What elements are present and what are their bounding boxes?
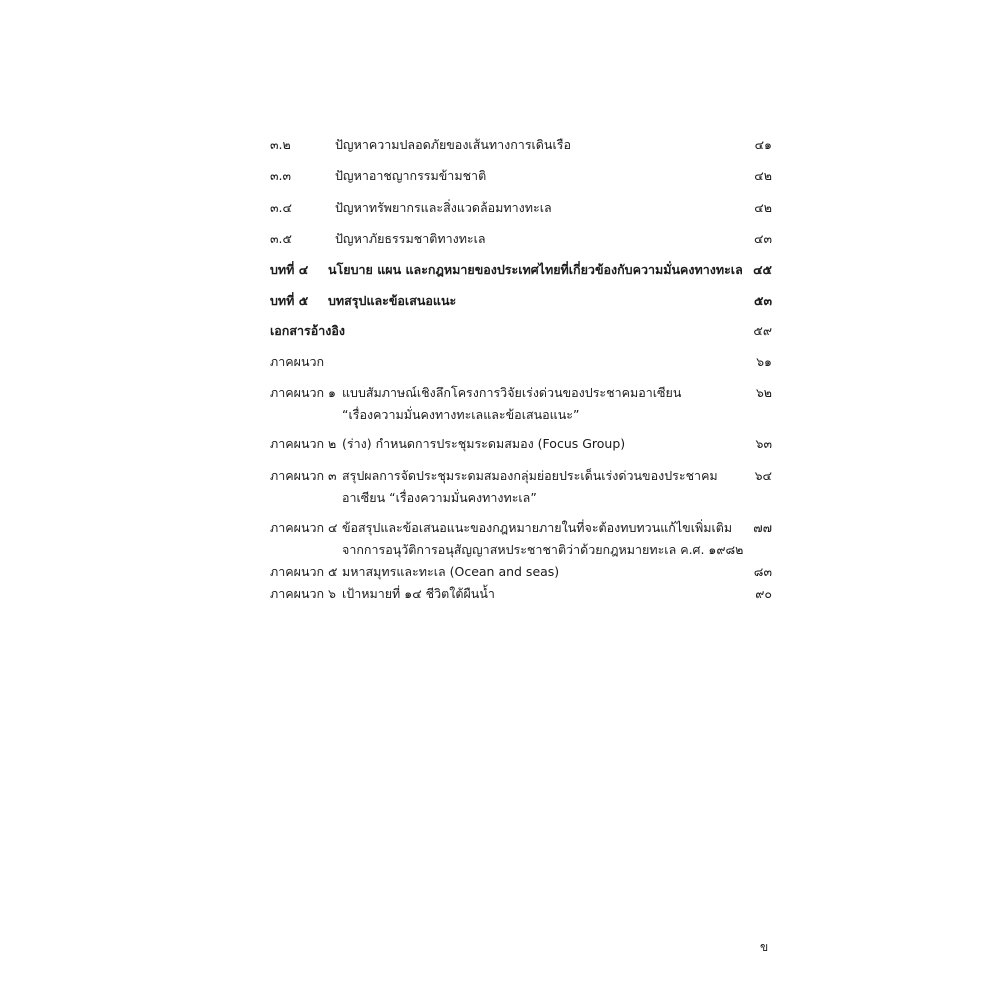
toc-entry-label: ๓.๓ — [270, 168, 292, 183]
toc-entry-page: ๔๓ — [753, 231, 772, 246]
toc-entry-title: เอกสารอ้างอิง — [270, 323, 345, 338]
toc-entry-page: ๖๔ — [754, 468, 772, 483]
toc-entry-label: ภาคผนวก ๒ — [270, 436, 337, 451]
toc-entry-label: ภาคผนวก ๖ — [270, 586, 336, 601]
toc-entry-page: ๔๒ — [754, 200, 772, 215]
toc-entry-title: ปัญหาทรัพยากรและสิ่งแวดล้อมทางทะเล — [335, 200, 552, 215]
toc-entry-page: ๔๒ — [754, 168, 772, 183]
toc-entry-label: ๓.๔ — [270, 200, 292, 215]
toc-entry-label: ๓.๒ — [270, 137, 291, 152]
toc-entry-label: ภาคผนวก ๔ — [270, 520, 338, 535]
toc-entry-page: ๕๓ — [753, 293, 772, 308]
toc-entry-page: ๘๓ — [753, 564, 772, 579]
toc-entry-title: แบบสัมภาษณ์เชิงลึกโครงการวิจัยเร่งด่วนของประชาคมอาเซียน — [342, 385, 682, 400]
toc-entry-page: ๔๕ — [753, 262, 772, 277]
toc-entry-label: ๓.๕ — [270, 231, 292, 246]
toc-entry-title: ปัญหาภัยธรรมชาติทางทะเล — [335, 231, 486, 246]
toc-entry-label: ภาคผนวก ๕ — [270, 564, 338, 579]
toc-entry-page: ๖๓ — [755, 436, 772, 451]
toc-chapter-title: นโยบาย แผน และกฎหมายของประเทศไทยที่เกี่ยวข้องกับความมั่นคงทางทะเล — [328, 262, 743, 277]
toc-entry-title: (ร่าง) กำหนดการประชุมระดมสมอง (Focus Group) — [342, 436, 626, 451]
toc-chapter-label: บทที่ ๕ — [270, 293, 309, 308]
toc-chapter-title: บทสรุปและข้อเสนอแนะ — [328, 293, 457, 308]
toc-entry-page: ๗๗ — [753, 520, 772, 535]
toc-entry-title: มหาสมุทรและทะเล (Ocean and seas) — [342, 564, 560, 579]
page-folio: ข — [760, 940, 769, 954]
toc-entry-page: ๖๒ — [755, 385, 772, 400]
toc-entry-title-continuation: อาเซียน “เรื่องความมั่นคงทางทะเล” — [342, 490, 537, 505]
toc-entry-title: ข้อสรุปและข้อเสนอแนะของกฎหมายภายในที่จะต้องทบทวนแก้ไขเพิ่มเติม — [342, 520, 733, 535]
toc-entry-label: ภาคผนวก ๓ — [270, 468, 337, 483]
toc-entry-title: ปัญหาอาชญากรรมข้ามชาติ — [335, 168, 487, 183]
toc-entry-title: สรุปผลการจัดประชุมระดมสมองกลุ่มย่อยประเด็นเร่งด่วนของประชาคม — [342, 468, 718, 483]
toc-entry-label: ภาคผนวก ๑ — [270, 385, 336, 400]
toc-entry-page: ๖๑ — [756, 354, 772, 369]
toc-entry-title: เป้าหมายที่ ๑๔ ชีวิตใต้ผืนน้ำ — [342, 586, 495, 601]
toc-entry-title: ปัญหาความปลอดภัยของเส้นทางการเดินเรือ — [335, 137, 571, 152]
toc-chapter-label: บทที่ ๔ — [270, 262, 309, 277]
toc-entry-title: ภาคผนวก — [270, 354, 325, 369]
toc-entry-page: ๙๐ — [755, 586, 772, 601]
toc-entry-title-continuation: “เรื่องความมั่นคงทางทะเลและข้อเสนอแนะ” — [342, 407, 580, 422]
toc-entry-page: ๔๑ — [754, 137, 772, 152]
toc-entry-page: ๕๙ — [753, 323, 772, 338]
toc-entry-title-continuation: จากการอนุวัติการอนุสัญญาสหประชาชาติว่าด้วยกฎหมายทะเล ค.ศ. ๑๙๘๒ — [342, 542, 744, 557]
